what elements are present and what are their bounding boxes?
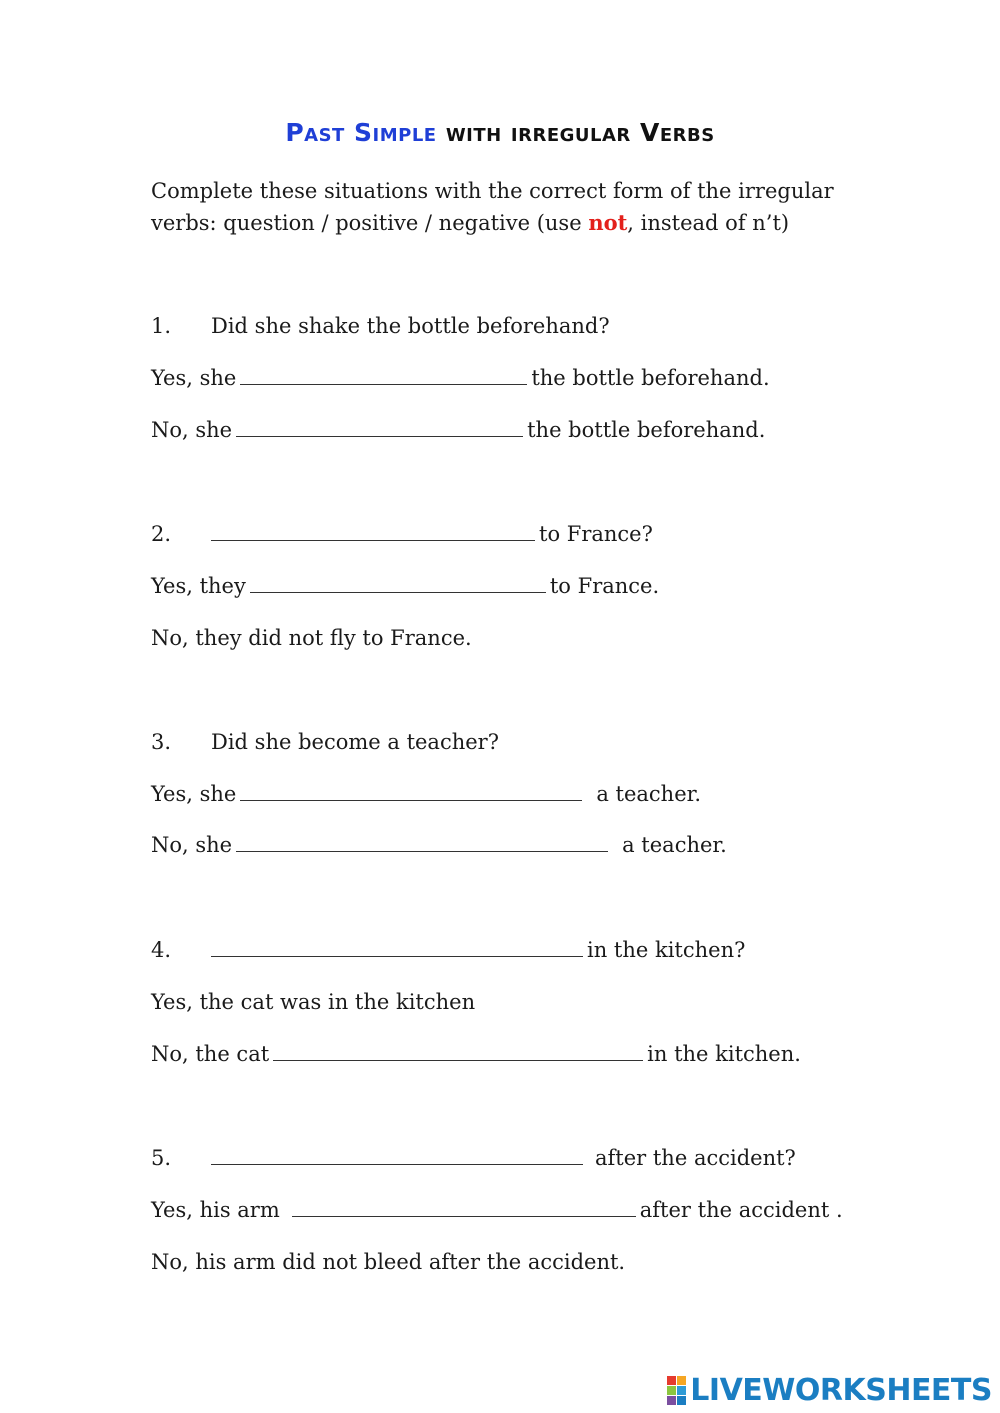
answer-3-positive bbox=[151, 780, 701, 808]
answer-suffix: the bottle beforehand. bbox=[531, 366, 770, 390]
answer-suffix: in the kitchen. bbox=[647, 1042, 801, 1066]
answer-prefix: Yes, his arm bbox=[151, 1198, 280, 1222]
question-4 bbox=[151, 936, 745, 964]
logo-block bbox=[677, 1376, 686, 1385]
question-suffix: after the accident? bbox=[595, 1146, 796, 1170]
logo-block bbox=[677, 1396, 686, 1405]
answer-suffix: to France. bbox=[549, 574, 660, 598]
logo-block bbox=[667, 1376, 676, 1385]
answer-5-negative: No, his arm did not bleed after the accident. bbox=[151, 1250, 626, 1274]
question-suffix: to France? bbox=[539, 522, 653, 546]
instructions-highlight: not bbox=[588, 210, 628, 235]
logo-block bbox=[667, 1386, 676, 1395]
question-number: 4. bbox=[151, 938, 172, 962]
worksheet-title bbox=[0, 118, 1000, 147]
instructions-text: Complete these situations with the correct form of the irregular verbs: question / positive / negative (use bbox=[151, 179, 834, 235]
question-suffix: in the kitchen? bbox=[587, 938, 746, 962]
question-2 bbox=[151, 520, 653, 548]
answer-blank[interactable] bbox=[240, 366, 527, 385]
answer-2-positive bbox=[151, 572, 659, 600]
answer-2-negative: No, they did not fly to France. bbox=[151, 626, 472, 650]
question-5 bbox=[151, 1144, 796, 1172]
question-text: Did she shake the bottle beforehand? bbox=[211, 314, 610, 338]
instructions bbox=[151, 175, 871, 239]
logo-block bbox=[667, 1396, 676, 1405]
question-blank[interactable] bbox=[211, 938, 583, 957]
answer-suffix: after the accident . bbox=[639, 1198, 843, 1222]
answer-1-positive bbox=[151, 364, 770, 392]
answer-blank[interactable] bbox=[236, 418, 523, 437]
answer-blank[interactable] bbox=[240, 782, 582, 801]
answer-blank[interactable] bbox=[273, 1042, 643, 1061]
answer-prefix: No, she bbox=[151, 833, 233, 857]
question-number: 2. bbox=[151, 522, 172, 546]
liveworksheets-logo bbox=[667, 1373, 992, 1407]
answer-3-negative bbox=[151, 831, 727, 859]
question-1 bbox=[151, 312, 610, 340]
answer-prefix: Yes, she bbox=[151, 366, 237, 390]
answer-blank[interactable] bbox=[236, 833, 608, 852]
answer-4-positive: Yes, the cat was in the kitchen bbox=[151, 990, 476, 1014]
instructions-text-end: , instead of n’t) bbox=[627, 211, 790, 235]
answer-suffix: a teacher. bbox=[596, 782, 702, 806]
question-number: 1. bbox=[151, 314, 172, 338]
question-text: Did she become a teacher? bbox=[211, 730, 499, 754]
answer-blank[interactable] bbox=[292, 1198, 636, 1217]
answer-blank[interactable] bbox=[250, 574, 546, 593]
question-number: 5. bbox=[151, 1146, 172, 1170]
answer-suffix: a teacher. bbox=[622, 833, 727, 857]
answer-prefix: Yes, they bbox=[151, 574, 246, 598]
question-blank[interactable] bbox=[211, 522, 535, 541]
answer-prefix: No, she bbox=[151, 418, 233, 442]
answer-5-positive bbox=[151, 1196, 843, 1224]
question-blank[interactable] bbox=[211, 1146, 583, 1165]
logo-block bbox=[677, 1386, 686, 1395]
answer-prefix: No, the cat bbox=[151, 1042, 270, 1066]
answer-prefix: Yes, she bbox=[151, 782, 237, 806]
title-subtopic: with irregular Verbs bbox=[445, 118, 715, 147]
answer-suffix: the bottle beforehand. bbox=[527, 418, 766, 442]
question-3 bbox=[151, 728, 499, 756]
answer-4-negative bbox=[151, 1040, 801, 1068]
logo-text: LIVEWORKSHEETS bbox=[690, 1372, 992, 1408]
logo-icon bbox=[667, 1376, 686, 1405]
title-topic: Past Simple bbox=[285, 118, 437, 147]
question-number: 3. bbox=[151, 730, 172, 754]
answer-1-negative bbox=[151, 416, 765, 444]
